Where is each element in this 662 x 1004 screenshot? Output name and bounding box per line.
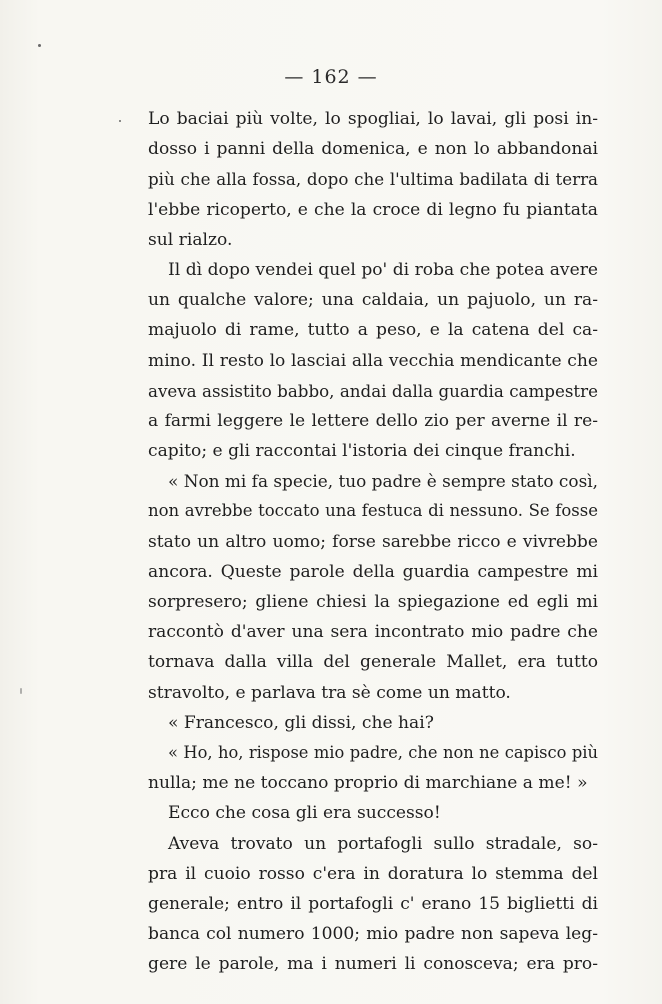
text-line: a farmi leggere le lettere dello zio per averne il re-: [148, 410, 598, 431]
text-line: ancora. Queste parole della guardia campestre mi: [148, 561, 598, 582]
text-line: raccontò d'aver una sera incontrato mio padre che: [148, 622, 598, 643]
text-line: Ecco che cosa gli era successo!: [168, 803, 441, 824]
text-line: nulla; me ne toccano proprio di marchiane a me! »: [148, 773, 588, 794]
text-line: « Non mi fa specie, tuo padre è sempre stato così,: [168, 471, 599, 492]
text-line: sorpresero; gliene chiesi la spiegazione ed egli mi: [148, 592, 598, 612]
text-line: sul rialzo.: [148, 229, 233, 250]
body-text: [148, 104, 598, 979]
page-speck: [38, 44, 41, 47]
text-line: Aveva trovato un portafogli sullo stradale, so-: [168, 833, 598, 854]
text-line: mino. Il resto lo lasciai alla vecchia mendicante che: [148, 350, 598, 371]
text-line: capito; e gli raccontai l'istoria dei cinque franchi.: [148, 441, 576, 462]
text-line: banca col numero 1000; mio padre non sapeva leg-: [148, 924, 598, 945]
text-line: stato un altro uomo; forse sarebbe ricco e vivrebbe: [148, 531, 598, 552]
text-line: majuolo di rame, tutto a peso, e la catena del ca-: [148, 320, 598, 341]
text-line: un qualche valore; una caldaia, un pajuolo, un ra-: [148, 290, 598, 311]
text-line: stravolto, e parlava tra sè come un matto.: [148, 682, 511, 703]
text-line: aveva assistito babbo, andai dalla guardia campestre: [148, 380, 598, 401]
text-line: dosso i panni della domenica, e non lo abbandonai: [148, 139, 598, 160]
text-line: pra il cuoio rosso c'era in doratura lo stemma del: [148, 863, 598, 884]
text-line: l'ebbe ricoperto, e che la croce di legno fu piantata: [148, 199, 598, 220]
text-line: « Francesco, gli dissi, che hai?: [168, 712, 434, 733]
text-line: tornava dalla villa del generale Mallet, era tutto: [148, 652, 598, 673]
text-line: Lo baciai più volte, lo spogliai, lo lavai, gli posi in-: [148, 109, 598, 129]
page-number: — 162 —: [284, 66, 378, 88]
page-speck: [20, 688, 22, 694]
text-line: più che alla fossa, dopo che l'ultima badilata di terra: [148, 169, 598, 190]
text-line: non avrebbe toccato una festuca di nessuno. Se fosse: [148, 501, 598, 521]
page-speck: [119, 120, 121, 122]
text-line: Il dì dopo vendei quel po' di roba che potea avere: [168, 259, 598, 280]
text-line: generale; entro il portafogli c' erano 15 biglietti di: [148, 893, 598, 914]
text-line: gere le parole, ma i numeri li conosceva; era pro-: [148, 954, 598, 975]
text-line: « Ho, ho, rispose mio padre, che non ne capisco più: [168, 742, 598, 762]
